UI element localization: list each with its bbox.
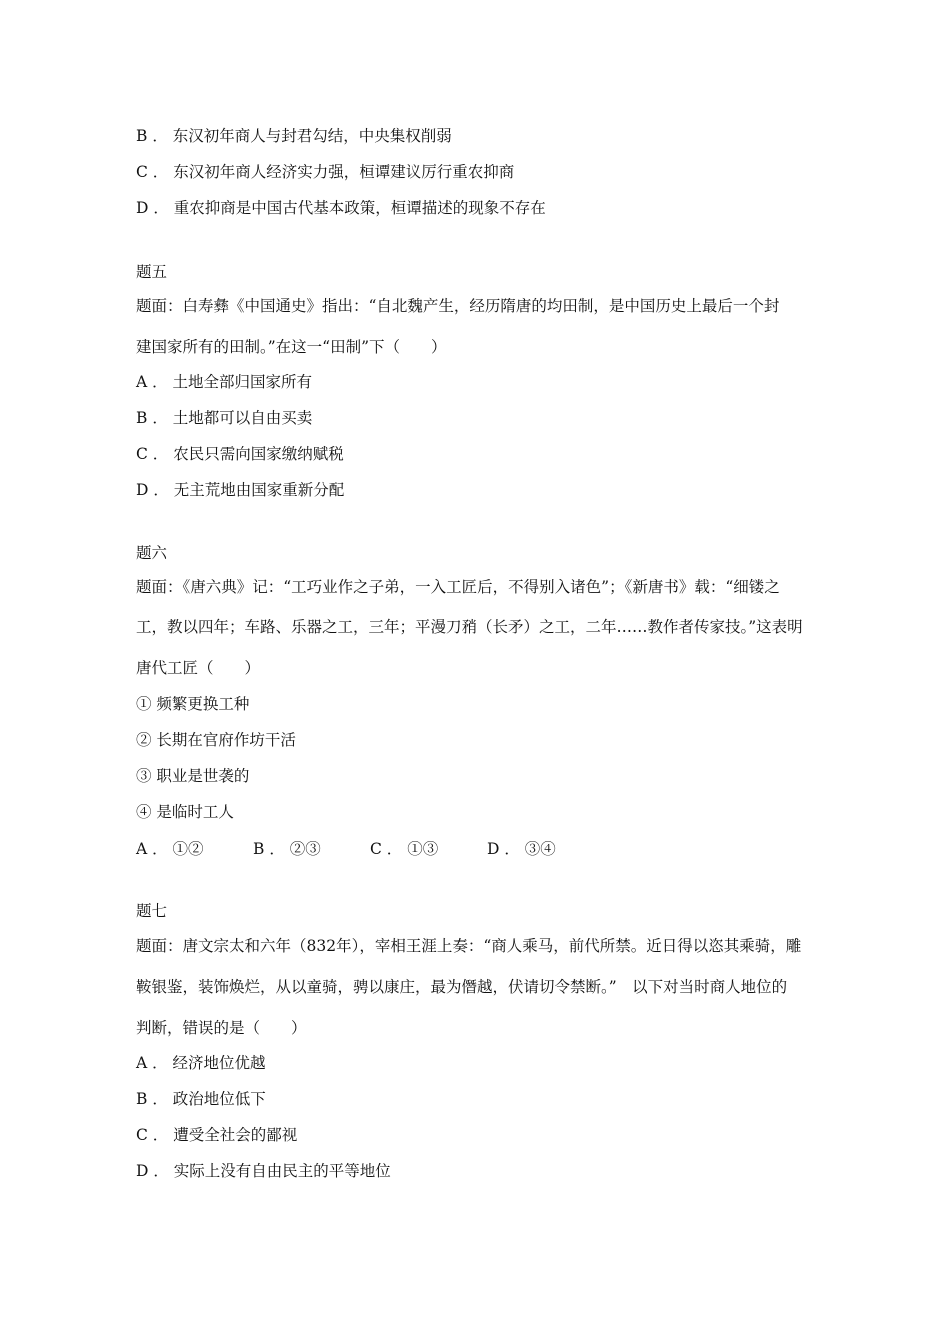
q6-option-b: B ． ②③ — [253, 840, 321, 858]
q6-option-c: C ． ①③ — [370, 840, 439, 858]
q5-stem-line-1: 题面：白寿彝《中国通史》指出：“自北魏产生，经历隋唐的均田制，是中国历史上最后一个封 — [136, 297, 780, 315]
q5-option-c: C ． 农民只需向国家缴纳赋税 — [136, 445, 344, 463]
q7-option-b: B ． 政治地位低下 — [136, 1090, 266, 1108]
q7-option-d: D ． 实际上没有自由民主的平等地位 — [136, 1162, 391, 1180]
q6-item-4: ④ 是临时工人 — [136, 803, 234, 821]
prev-option-b: B ． 东汉初年商人与封君勾结，中央集权削弱 — [136, 127, 452, 145]
q5-option-d: D ． 无主荒地由国家重新分配 — [136, 481, 345, 499]
q7-option-a: A ． 经济地位优越 — [136, 1054, 266, 1072]
q5-stem-line-2: 建国家所有的田制。”在这一“田制”下（ ） — [136, 338, 447, 356]
q6-stem-line-2: 工，教以四年；车路、乐器之工，三年；平漫刀矟（长矛）之工，二年……教作者传家技。”这表明 — [136, 618, 803, 636]
q6-stem-line-1: 题面：《唐六典》记：“工巧业作之子弟，一入工匠后，不得别入诸色”；《新唐书》载：“细镂之 — [136, 578, 780, 596]
q6-title: 题六 — [136, 544, 168, 562]
q7-title: 题七 — [136, 902, 168, 920]
q5-option-b: B ． 土地都可以自由买卖 — [136, 409, 313, 427]
q6-option-d: D ． ③④ — [487, 840, 556, 858]
q7-stem-line-1: 题面：唐文宗太和六年（832年），宰相王涯上奏：“商人乘马，前代所禁。近日得以恣其乘骑，雕 — [136, 937, 802, 955]
q7-option-c: C ． 遭受全社会的鄙视 — [136, 1126, 298, 1144]
q7-stem-line-3: 判断，错误的是（ ） — [136, 1019, 307, 1037]
prev-option-c: C ． 东汉初年商人经济实力强，桓谭建议厉行重农抑商 — [136, 163, 515, 181]
q6-stem-line-3: 唐代工匠（ ） — [136, 659, 261, 677]
q6-option-a: A ． ①② — [136, 840, 204, 858]
prev-option-d: D ． 重农抑商是中国古代基本政策，桓谭描述的现象不存在 — [136, 199, 546, 217]
q6-item-2: ② 长期在官府作坊干活 — [136, 731, 296, 749]
q6-item-1: ① 频繁更换工种 — [136, 695, 250, 713]
q5-title: 题五 — [136, 263, 168, 281]
q5-option-a: A ． 土地全部归国家所有 — [136, 373, 313, 391]
q6-options-row — [136, 839, 556, 859]
q7-stem-line-2: 鞍银鉴，装饰焕烂，从以童骑，骋以康庄，最为僭越，伏请切令禁断。” 以下对当时商人地位的 — [136, 978, 788, 996]
q6-item-3: ③ 职业是世袭的 — [136, 767, 250, 785]
